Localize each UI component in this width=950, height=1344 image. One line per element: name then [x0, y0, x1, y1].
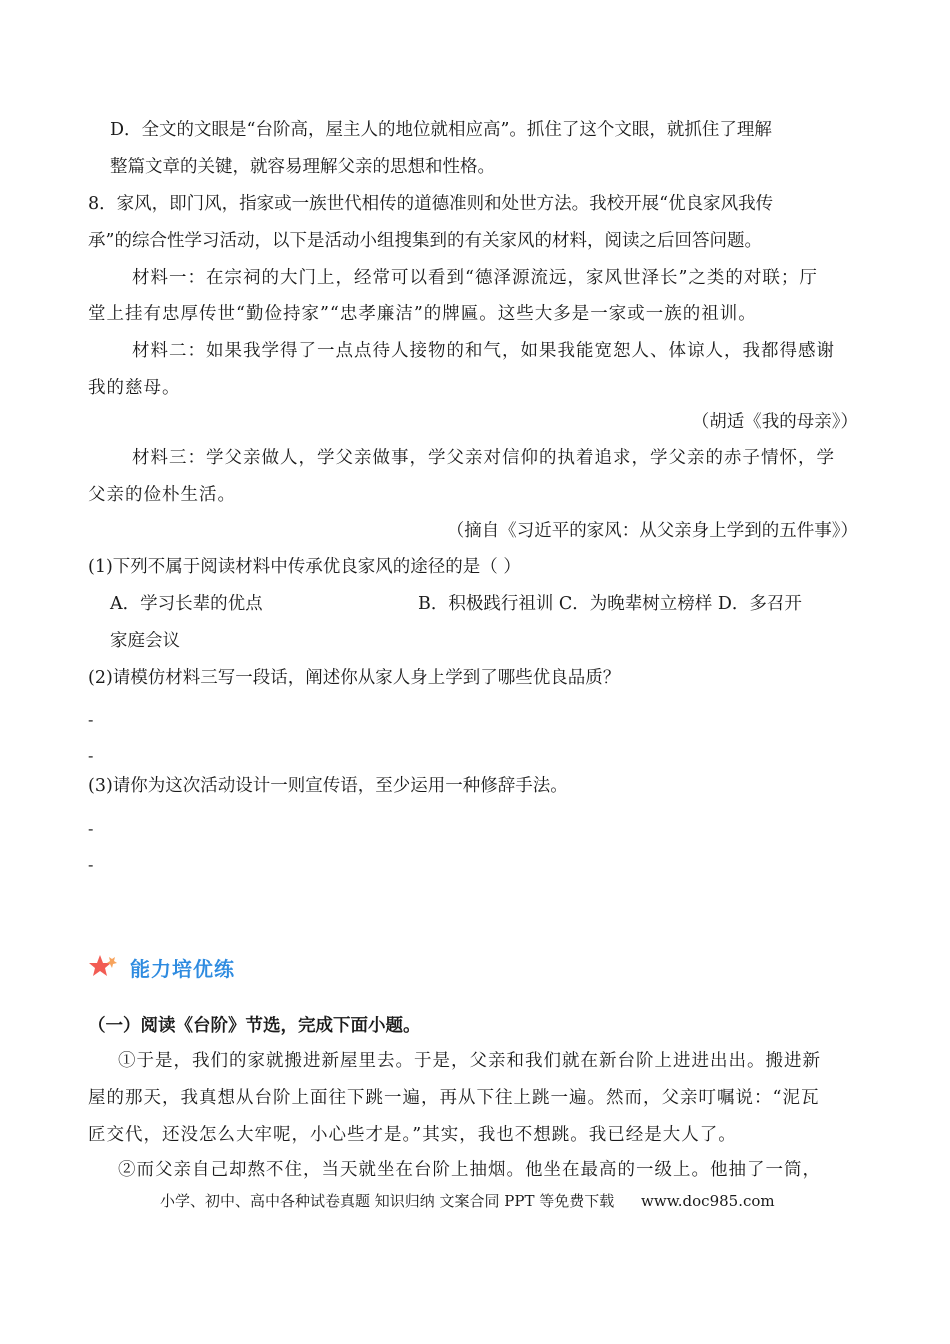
reading-p1-line2: 屋的那天，我真想从台阶上面往下跳一遍，再从下往上跳一遍。然而，父亲叮嘱说：“泥瓦 — [88, 1088, 820, 1108]
answer-blank: - — [88, 819, 94, 838]
q8-sub1-option-a: A．学习长辈的优点 — [110, 594, 263, 614]
q7-option-d-line1: D．全文的文眼是“台阶高，屋主人的地位就相应高”。抓住了这个文眼，就抓住了理解 — [110, 120, 772, 140]
material1-line2: 堂上挂有忠厚传世“勤俭持家”“忠孝廉洁”的牌匾。这些大多是一家或一族的祖训。 — [88, 304, 757, 324]
footer-text: 小学、初中、高中各种试卷真题 知识归纳 文案合同 PPT 等免费下载 — [160, 1192, 615, 1210]
reading-heading: （一）阅读《台阶》节选，完成下面小题。 — [88, 1016, 421, 1036]
material2-line1: 材料二：如果我学得了一点点待人接物的和气，如果我能宽恕人、体谅人，我都得感谢 — [132, 341, 835, 361]
material3-line1: 材料三：学父亲做人，学父亲做事，学父亲对信仰的执着追求，学父亲的赤子情怀，学 — [132, 448, 835, 468]
material2-line2: 我的慈母。 — [88, 378, 181, 398]
section-title — [130, 953, 235, 982]
reading-p1-line3: 匠交代，还没怎么大牢呢，小心些才是。”其实，我也不想跳。我已经是大人了。 — [88, 1125, 737, 1145]
footer-url[interactable]: www.doc985.com — [641, 1192, 775, 1210]
section-title-text: 能力培优练 — [130, 956, 235, 981]
q8-intro-line2: 承”的综合性学习活动，以下是活动小组搜集到的有关家风的材料，阅读之后回答问题。 — [88, 231, 762, 251]
page-footer — [160, 1190, 775, 1211]
material3-source: （摘自《习近平的家风：从父亲身上学到的五件事》） — [446, 521, 858, 541]
answer-blank: - — [88, 746, 94, 765]
star-icon — [88, 953, 122, 981]
material3-line2: 父亲的俭朴生活。 — [88, 485, 236, 505]
q8-intro-line1: 8．家风，即门风，指家或一族世代相传的道德准则和处世方法。我校开展“优良家风我传 — [88, 194, 774, 214]
q8-sub1-option-d-cont: 家庭会议 — [110, 631, 180, 651]
q8-sub1-options-bcd: B．积极践行祖训 C．为晚辈树立榜样 D．多召开 — [418, 594, 802, 614]
q8-sub3: (3)请你为这次活动设计一则宣传语，至少运用一种修辞手法。 — [88, 776, 568, 796]
q7-option-d-line2: 整篇文章的关键，就容易理解父亲的思想和性格。 — [110, 157, 495, 177]
section-header — [88, 950, 235, 984]
answer-blank: - — [88, 710, 94, 729]
reading-p2-line1: ②而父亲自己却熬不住，当天就坐在台阶上抽烟。他坐在最高的一级上。他抽了一筒， — [118, 1160, 821, 1180]
material2-source: （胡适《我的母亲》） — [691, 412, 858, 432]
reading-p1-line1: ①于是，我们的家就搬进新屋里去。于是，父亲和我们就在新台阶上进进出出。搬进新 — [118, 1051, 821, 1071]
q8-sub2: (2)请模仿材料三写一段话，阐述你从家人身上学到了哪些优良品质？ — [88, 668, 621, 688]
answer-blank: - — [88, 855, 94, 874]
q8-sub1: (1)下列不属于阅读材料中传承优良家风的途径的是（ ） — [88, 557, 521, 577]
material1-line1: 材料一：在宗祠的大门上，经常可以看到“德泽源流远，家风世泽长”之类的对联；厅 — [132, 268, 818, 288]
